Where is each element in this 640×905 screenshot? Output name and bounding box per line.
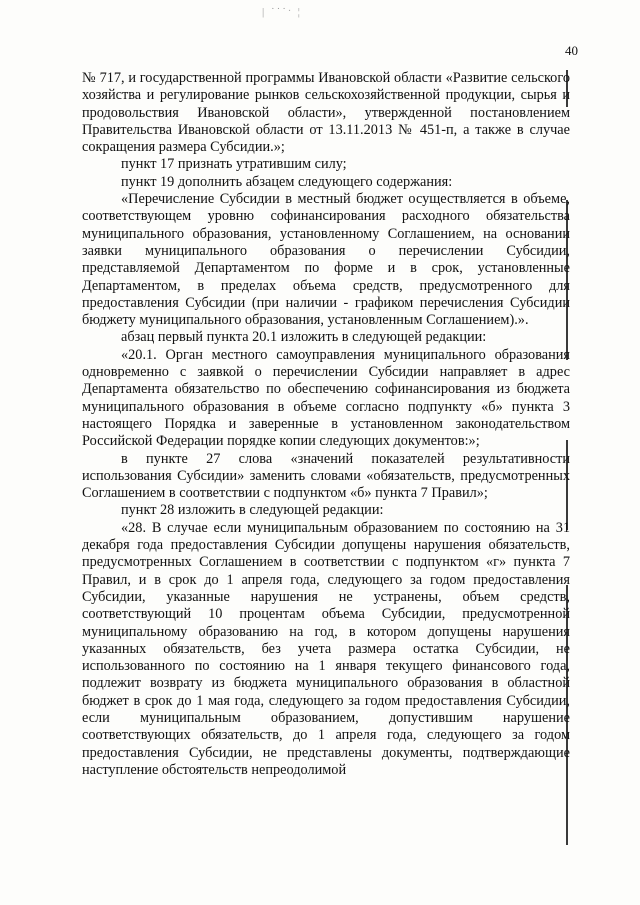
scan-artifact: | ˙˙˙ˑ ¦ — [262, 6, 302, 18]
paragraph: пункт 28 изложить в следующей редакции: — [121, 502, 384, 519]
paragraph: абзац первый пункта 20.1 изложить в следующей редакции: — [121, 329, 487, 346]
paragraph: пункт 19 дополнить абзацем следующего содержания: — [121, 173, 453, 190]
paragraph: в пункте 27 слова «значений показателей результативности использования Субсидии» заменить словами «обязательств, предусмотренных Соглашением в соответствии с подпунктом «б» пункта 7 Правил»; — [82, 450, 570, 502]
paragraph: «28. В случае если муниципальным образованием по состоянию на 31 декабря года предоставления Субсидии допущены нарушения обязательств, предусмотренных Соглашением в соответствии с подпунктом «г» пункта 7 Правил, и в срок до 1 апреля года, следующего за годом предоставления Субсидии, указанные нарушения не устранены, объем средств, соответствующий 10 процентам объема Субсидии, предусмотренной муниципальному образованию на год, в котором допущены нарушения указанных обязательств, без учета размера остатка Субсидии, не использованного по состоянию на 1 января текущего финансового года, подлежит возврату из бюджета муниципального образования в областной бюджет в срок до 1 мая года, следующего за годом предоставления Субсидии, если муниципальным образованием, допустившим нарушение соответствующих обязательств, до 1 апреля года, следующего за годом предоставления Субсидии, не представлены документы, подтверждающие наступление обстоятельств непреодолимой — [82, 519, 570, 778]
paragraph: № 717, и государственной программы Ивановской области «Развитие сельского хозяйства и регулирование рынков сельскохозяйственной продукции, сырья и продовольствия Ивановской области», утвержденной постановлением Правительства Ивановской области от 13.11.2013 № 451-п, а также в случае сокращения размера Субсидии.»; — [82, 70, 570, 156]
page-number: 40 — [565, 43, 578, 58]
document-body — [82, 70, 570, 779]
paragraph: «Перечисление Субсидии в местный бюджет осуществляется в объеме, соответствующем уровню софинансирования расходного обязательства муниципального образования, установленному Соглашением, на основании заявки муниципального образования о перечислении Субсидии, представляемой Департаментом по форме и в срок, установленные Департаментом, в пределах объема средств, предусмотренного для предоставления Субсидии (при наличии - графиком перечисления Субсидии бюджету муниципального образования, установленным Соглашением).». — [82, 191, 570, 329]
paragraph: пункт 17 признать утратившим силу; — [121, 156, 347, 173]
paragraph: «20.1. Орган местного самоуправления муниципального образования одновременно с заявкой о перечислении Субсидии направляет в адрес Департамента обязательство по обеспечению софинансирования из бюджета муниципального образования в объеме согласно подпункту «б» пункта 3 настоящего Порядка и заверенные в установленном законодательством Российской Федерации порядке копии следующих документов:»; — [82, 346, 570, 450]
